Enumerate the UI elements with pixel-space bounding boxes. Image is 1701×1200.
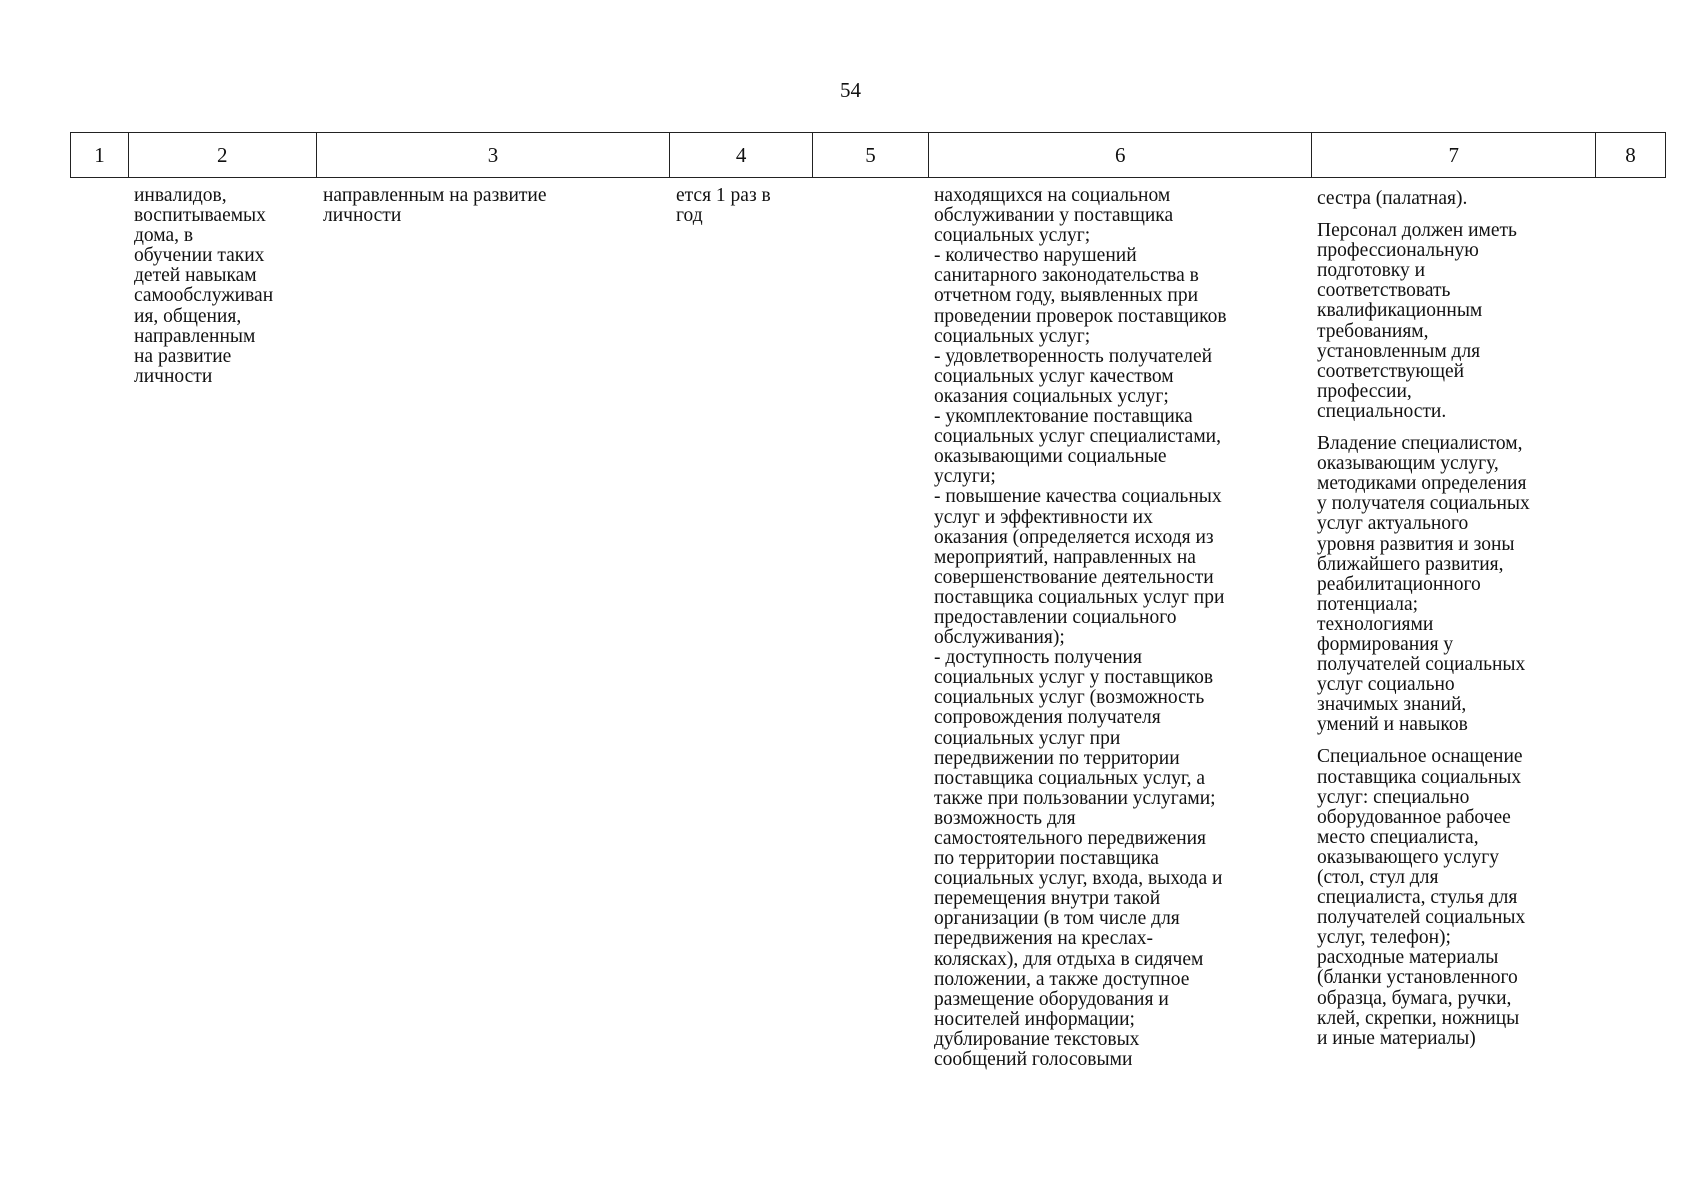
c2-line: дома, в xyxy=(134,225,194,247)
c6-line: - повышение качества социальных xyxy=(934,486,1222,508)
c7-line: специальности. xyxy=(1317,400,1447,422)
c7-line: услуг: специально xyxy=(1317,786,1470,808)
c7-line: услуг, телефон); xyxy=(1317,927,1451,949)
c6-line: услуги; xyxy=(934,466,996,488)
c7-line: требованиям, xyxy=(1317,320,1429,342)
c6-line: положении, а также доступное xyxy=(934,968,1190,990)
c7-line: расходные материалы xyxy=(1317,947,1499,969)
c7-line: Персонал должен иметь xyxy=(1317,220,1517,242)
c7-line: услуг актуального xyxy=(1317,513,1469,535)
c6-line: перемещения внутри такой xyxy=(934,888,1161,910)
c6-line: передвижения на креслах- xyxy=(934,928,1154,950)
c7-line: (стол, стул для xyxy=(1317,867,1439,888)
c7-line: (бланки установленного xyxy=(1317,967,1518,989)
c6-line: обслуживания); xyxy=(934,627,1065,649)
c6-line: носителей информации; xyxy=(934,1008,1135,1030)
table-header-row xyxy=(70,132,1666,178)
c6-line: - удовлетворенность получателей xyxy=(934,345,1213,367)
c7-line: оказывающего услугу xyxy=(1317,846,1500,868)
c7-line: образца, бумага, ручки, xyxy=(1317,987,1512,1009)
c7-line: технологиями xyxy=(1317,613,1434,635)
c6-line: сообщений голосовыми xyxy=(934,1049,1133,1071)
c2-line: самообслуживан xyxy=(134,285,274,307)
c6-line: поставщика социальных услуг, а xyxy=(934,767,1206,789)
c6-line: - количество нарушений xyxy=(934,245,1137,267)
c2-line: ия, общения, xyxy=(134,305,242,327)
c7-line: потенциала; xyxy=(1317,593,1419,615)
c7-line: специалиста, стулья для xyxy=(1317,887,1518,909)
c6-line: отчетном году, выявленных при xyxy=(934,285,1199,307)
c6-line: оказывающими социальные xyxy=(934,446,1167,468)
c6-line: находящихся на социальном xyxy=(934,185,1171,206)
column-7-paragraph xyxy=(1317,434,1530,735)
c6-line: социальных услуг; xyxy=(934,325,1091,347)
c6-line: предоставлении социального xyxy=(934,606,1177,628)
c7-line: квалификационным xyxy=(1317,300,1483,322)
c7-line: профессиональную xyxy=(1317,240,1479,262)
c6-line: социальных услуг; xyxy=(934,225,1091,247)
c6-line: колясках), для отдыха в сидячем xyxy=(934,948,1204,970)
header-cell-8: 8 xyxy=(1625,142,1636,167)
c7-line: значимых знаний, xyxy=(1317,694,1467,716)
column-2-text xyxy=(134,186,273,387)
c6-line: - укомплектование поставщика xyxy=(934,406,1193,428)
c6-line: оказания (определяется исходя из xyxy=(934,526,1214,548)
c7-line: соответствующей xyxy=(1317,360,1465,382)
c6-line: социальных услуг качеством xyxy=(934,365,1174,387)
c6-line: поставщика социальных услуг при xyxy=(934,586,1225,608)
header-cell-5: 5 xyxy=(813,133,929,177)
c2-line: детей навыкам xyxy=(134,265,257,287)
c6-line: оказания социальных услуг; xyxy=(934,385,1169,407)
c7-line: место специалиста, xyxy=(1317,826,1479,848)
c3-line: личности xyxy=(323,205,402,227)
c6-line: социальных услуг, входа, выхода и xyxy=(934,868,1223,890)
c7-line: установленным для xyxy=(1317,340,1481,362)
c2-line: обучении таких xyxy=(134,245,265,267)
c6-line: социальных услуг при xyxy=(934,727,1121,749)
c7-line: формирования у xyxy=(1317,633,1454,655)
c7-line: получателей социальных xyxy=(1317,654,1526,676)
c6-line: социальных услуг специалистами, xyxy=(934,426,1221,448)
column-6-text xyxy=(934,186,1227,1070)
c7-line: у получателя социальных xyxy=(1317,493,1530,515)
page-number: 54 xyxy=(840,78,861,102)
c7-line: поставщика социальных xyxy=(1317,766,1522,788)
column-4-text xyxy=(676,186,771,226)
c6-line: - доступность получения xyxy=(934,647,1142,669)
c6-line: социальных услуг у поставщиков xyxy=(934,667,1214,689)
c6-line: возможность для xyxy=(934,807,1076,829)
c7-line: Владение специалистом, xyxy=(1317,433,1523,455)
c2-line: личности xyxy=(134,365,213,387)
c4-line: год xyxy=(676,205,703,227)
c6-line: мероприятий, направленных на xyxy=(934,546,1196,568)
c4-line: ется 1 раз в xyxy=(676,185,771,206)
c2-line: направленным xyxy=(134,325,256,347)
c7-line: соответствовать xyxy=(1317,280,1451,302)
c7-line: услуг социально xyxy=(1317,674,1455,696)
c6-line: дублирование текстовых xyxy=(934,1028,1140,1050)
c7-line: профессии, xyxy=(1317,380,1412,402)
column-7-paragraph xyxy=(1317,747,1530,1048)
c7-line: методиками определения xyxy=(1317,473,1527,495)
c7-line: подготовку и xyxy=(1317,260,1426,282)
c6-line: также при пользовании услугами; xyxy=(934,787,1216,809)
c6-line: сопровождения получателя xyxy=(934,707,1161,729)
c7-line: реабилитационного xyxy=(1317,573,1481,595)
c6-line: совершенствование деятельности xyxy=(934,566,1214,588)
c7-line: и иные материалы) xyxy=(1317,1027,1476,1049)
c6-line: социальных услуг (возможность xyxy=(934,687,1205,709)
c7-line: уровня развития и зоны xyxy=(1317,533,1515,555)
c7-line: оборудованное рабочее xyxy=(1317,806,1511,828)
header-cell-1: 1 xyxy=(71,133,129,177)
c7-line: Специальное оснащение xyxy=(1317,746,1523,768)
header-cell-4: 4 xyxy=(670,133,813,177)
c6-line: передвижении по территории xyxy=(934,747,1180,769)
c6-line: по территории поставщика xyxy=(934,848,1159,870)
column-7-text xyxy=(1317,189,1530,1061)
c2-line: воспитываемых xyxy=(134,205,266,227)
c3-line: направленным на развитие xyxy=(323,185,547,206)
c7-line: умений и навыков xyxy=(1317,714,1468,736)
column-3-text xyxy=(323,186,547,226)
c6-line: услуг и эффективности их xyxy=(934,506,1153,528)
header-cell-3: 3 xyxy=(317,133,671,177)
header-cell-7: 7 xyxy=(1312,133,1596,177)
c6-line: обслуживании у поставщика xyxy=(934,205,1174,227)
header-cell-6: 6 xyxy=(929,133,1313,177)
c6-line: проведении проверок поставщиков xyxy=(934,305,1227,327)
column-7-paragraph xyxy=(1317,221,1530,422)
c6-line: самостоятельного передвижения xyxy=(934,828,1207,849)
c6-line: организации (в том числе для xyxy=(934,908,1180,930)
c6-line: размещение оборудования и xyxy=(934,988,1169,1010)
c7-line: оказывающим услугу, xyxy=(1317,453,1499,475)
c6-line: санитарного законодательства в xyxy=(934,265,1199,287)
header-cell-2: 2 xyxy=(129,133,317,177)
c2-line: инвалидов, xyxy=(134,185,227,206)
column-7-paragraph xyxy=(1317,189,1530,209)
c7-line: ближайшего развития, xyxy=(1317,553,1504,575)
c2-line: на развитие xyxy=(134,345,232,367)
c7-line: получателей социальных xyxy=(1317,907,1526,929)
c7-line: клей, скрепки, ножницы xyxy=(1317,1007,1520,1029)
c7-line: сестра (палатная). xyxy=(1317,188,1468,209)
